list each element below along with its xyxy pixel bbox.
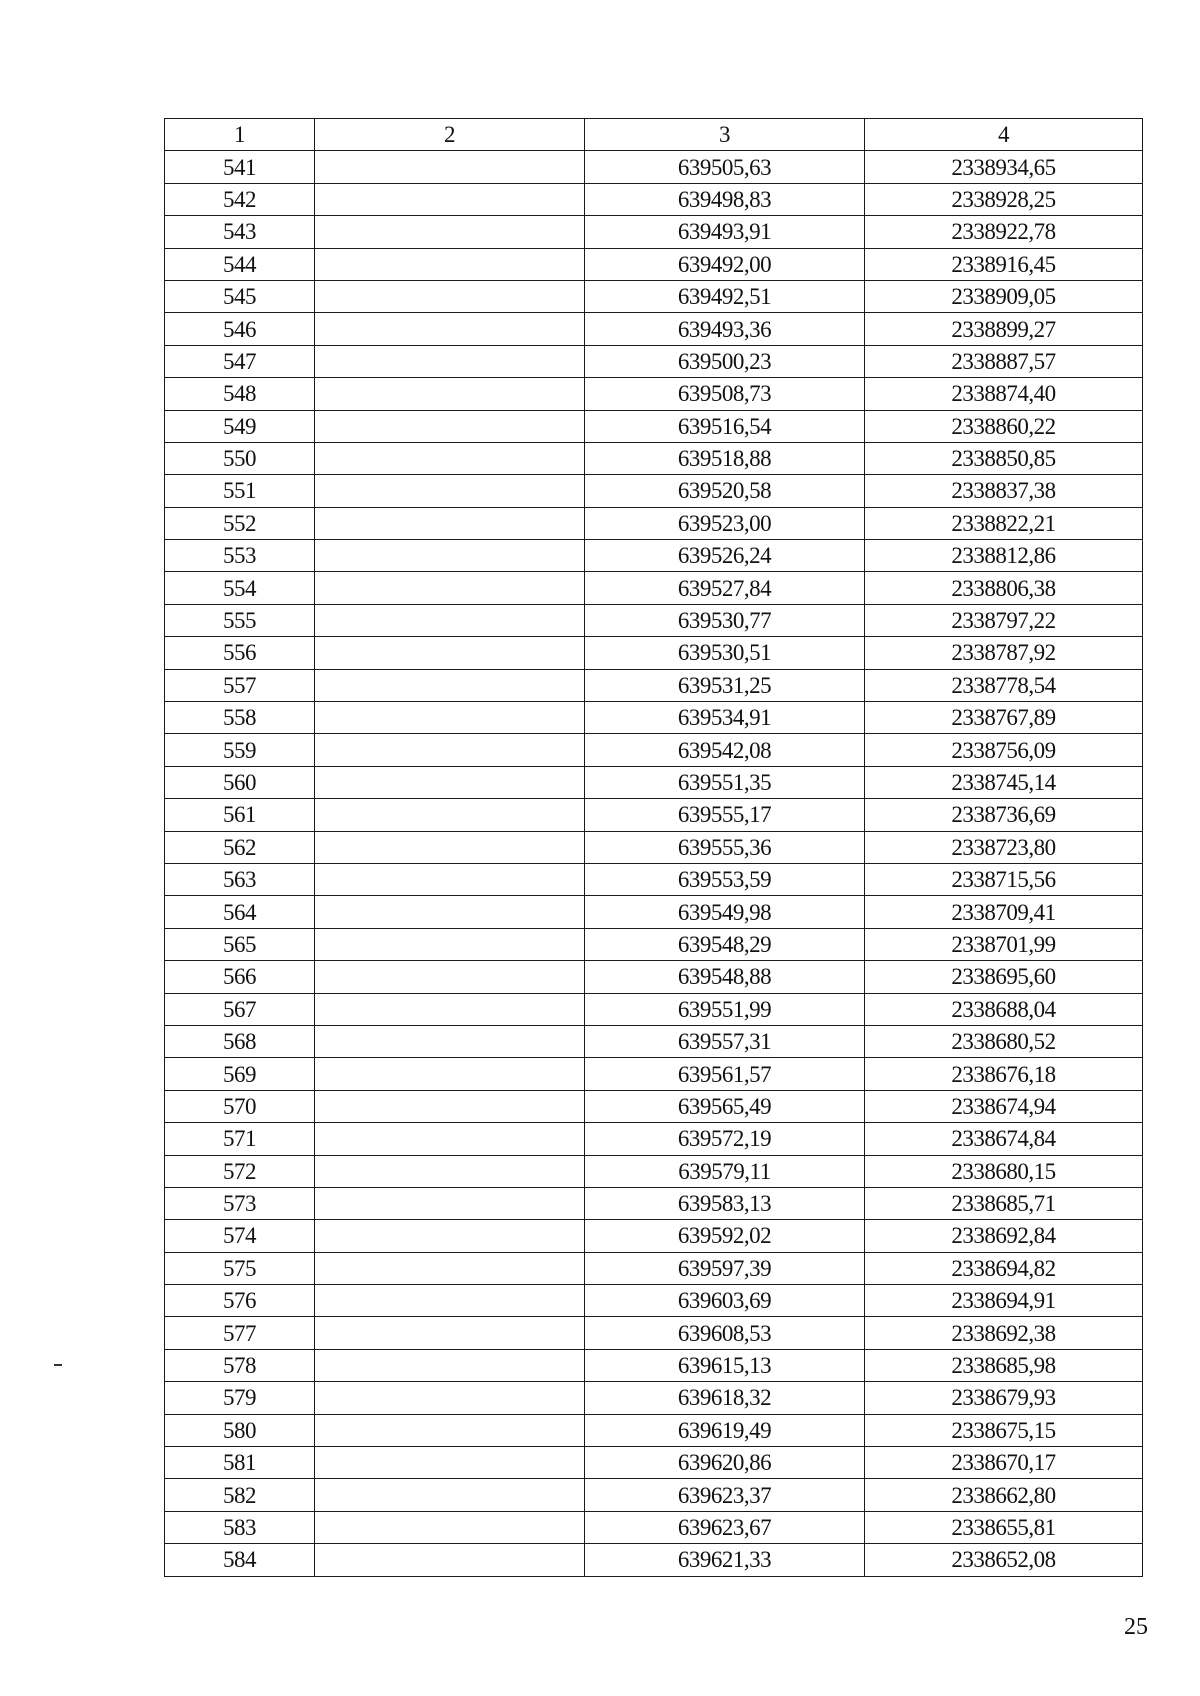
empty-cell xyxy=(315,1349,585,1381)
y-coordinate-cell: 2338694,91 xyxy=(865,1285,1143,1317)
empty-cell xyxy=(315,1252,585,1284)
x-coordinate-cell: 639493,91 xyxy=(585,216,865,248)
x-coordinate-cell: 639548,29 xyxy=(585,928,865,960)
point-number-cell: 574 xyxy=(165,1220,315,1252)
x-coordinate-cell: 639619,49 xyxy=(585,1414,865,1446)
table-row xyxy=(165,507,1143,539)
empty-cell xyxy=(315,1187,585,1219)
table-row xyxy=(165,475,1143,507)
empty-cell xyxy=(315,863,585,895)
empty-cell xyxy=(315,1382,585,1414)
x-coordinate-cell: 639520,58 xyxy=(585,475,865,507)
empty-cell xyxy=(315,831,585,863)
y-coordinate-cell: 2338850,85 xyxy=(865,442,1143,474)
empty-cell xyxy=(315,345,585,377)
y-coordinate-cell: 2338695,60 xyxy=(865,961,1143,993)
point-number-cell: 563 xyxy=(165,863,315,895)
table-row xyxy=(165,1382,1143,1414)
table-row xyxy=(165,1414,1143,1446)
y-coordinate-cell: 2338822,21 xyxy=(865,507,1143,539)
empty-cell xyxy=(315,378,585,410)
empty-cell xyxy=(315,702,585,734)
y-coordinate-cell: 2338685,98 xyxy=(865,1349,1143,1381)
point-number-cell: 552 xyxy=(165,507,315,539)
empty-cell xyxy=(315,734,585,766)
empty-cell xyxy=(315,442,585,474)
table-row xyxy=(165,410,1143,442)
y-coordinate-cell: 2338756,09 xyxy=(865,734,1143,766)
table-row xyxy=(165,1285,1143,1317)
point-number-cell: 561 xyxy=(165,799,315,831)
point-number-cell: 572 xyxy=(165,1155,315,1187)
x-coordinate-cell: 639498,83 xyxy=(585,183,865,215)
y-coordinate-cell: 2338874,40 xyxy=(865,378,1143,410)
y-coordinate-cell: 2338899,27 xyxy=(865,313,1143,345)
x-coordinate-cell: 639516,54 xyxy=(585,410,865,442)
table-row xyxy=(165,766,1143,798)
point-number-cell: 565 xyxy=(165,928,315,960)
page-number: 25 xyxy=(1124,1614,1148,1640)
table-row xyxy=(165,1544,1143,1576)
point-number-cell: 544 xyxy=(165,248,315,280)
y-coordinate-cell: 2338709,41 xyxy=(865,896,1143,928)
empty-cell xyxy=(315,248,585,280)
table-row xyxy=(165,248,1143,280)
y-coordinate-cell: 2338680,52 xyxy=(865,1025,1143,1057)
x-coordinate-cell: 639551,99 xyxy=(585,993,865,1025)
empty-cell xyxy=(315,993,585,1025)
point-number-cell: 569 xyxy=(165,1058,315,1090)
x-coordinate-cell: 639492,00 xyxy=(585,248,865,280)
point-number-cell: 549 xyxy=(165,410,315,442)
x-coordinate-cell: 639530,77 xyxy=(585,604,865,636)
empty-cell xyxy=(315,1447,585,1479)
y-coordinate-cell: 2338701,99 xyxy=(865,928,1143,960)
x-coordinate-cell: 639623,67 xyxy=(585,1511,865,1543)
table-row xyxy=(165,1155,1143,1187)
x-coordinate-cell: 639553,59 xyxy=(585,863,865,895)
empty-cell xyxy=(315,507,585,539)
y-coordinate-cell: 2338806,38 xyxy=(865,572,1143,604)
margin-mark xyxy=(54,1364,62,1366)
x-coordinate-cell: 639531,25 xyxy=(585,669,865,701)
table-row xyxy=(165,961,1143,993)
empty-cell xyxy=(315,475,585,507)
x-coordinate-cell: 639508,73 xyxy=(585,378,865,410)
empty-cell xyxy=(315,1317,585,1349)
table-row xyxy=(165,540,1143,572)
y-coordinate-cell: 2338679,93 xyxy=(865,1382,1143,1414)
empty-cell xyxy=(315,1414,585,1446)
empty-cell xyxy=(315,1123,585,1155)
column-header-1: 1 xyxy=(165,119,315,151)
empty-cell xyxy=(315,1058,585,1090)
x-coordinate-cell: 639603,69 xyxy=(585,1285,865,1317)
point-number-cell: 542 xyxy=(165,183,315,215)
table-row xyxy=(165,1447,1143,1479)
point-number-cell: 577 xyxy=(165,1317,315,1349)
point-number-cell: 556 xyxy=(165,637,315,669)
point-number-cell: 541 xyxy=(165,151,315,183)
table-row xyxy=(165,1511,1143,1543)
table-row xyxy=(165,928,1143,960)
y-coordinate-cell: 2338887,57 xyxy=(865,345,1143,377)
point-number-cell: 568 xyxy=(165,1025,315,1057)
y-coordinate-cell: 2338916,45 xyxy=(865,248,1143,280)
point-number-cell: 558 xyxy=(165,702,315,734)
point-number-cell: 551 xyxy=(165,475,315,507)
x-coordinate-cell: 639565,49 xyxy=(585,1090,865,1122)
point-number-cell: 583 xyxy=(165,1511,315,1543)
empty-cell xyxy=(315,572,585,604)
empty-cell xyxy=(315,961,585,993)
coordinates-table xyxy=(164,118,1143,1577)
empty-cell xyxy=(315,313,585,345)
y-coordinate-cell: 2338715,56 xyxy=(865,863,1143,895)
column-header-4: 4 xyxy=(865,119,1143,151)
y-coordinate-cell: 2338674,94 xyxy=(865,1090,1143,1122)
x-coordinate-cell: 639583,13 xyxy=(585,1187,865,1219)
y-coordinate-cell: 2338674,84 xyxy=(865,1123,1143,1155)
table-row xyxy=(165,151,1143,183)
point-number-cell: 570 xyxy=(165,1090,315,1122)
empty-cell xyxy=(315,766,585,798)
table-row xyxy=(165,572,1143,604)
x-coordinate-cell: 639548,88 xyxy=(585,961,865,993)
x-coordinate-cell: 639523,00 xyxy=(585,507,865,539)
empty-cell xyxy=(315,1479,585,1511)
x-coordinate-cell: 639597,39 xyxy=(585,1252,865,1284)
table-row xyxy=(165,1252,1143,1284)
y-coordinate-cell: 2338692,84 xyxy=(865,1220,1143,1252)
empty-cell xyxy=(315,410,585,442)
point-number-cell: 550 xyxy=(165,442,315,474)
x-coordinate-cell: 639518,88 xyxy=(585,442,865,474)
table-row xyxy=(165,896,1143,928)
y-coordinate-cell: 2338736,69 xyxy=(865,799,1143,831)
point-number-cell: 545 xyxy=(165,280,315,312)
table-row xyxy=(165,669,1143,701)
x-coordinate-cell: 639623,37 xyxy=(585,1479,865,1511)
table-row xyxy=(165,799,1143,831)
empty-cell xyxy=(315,604,585,636)
empty-cell xyxy=(315,151,585,183)
point-number-cell: 546 xyxy=(165,313,315,345)
table-row xyxy=(165,863,1143,895)
empty-cell xyxy=(315,928,585,960)
empty-cell xyxy=(315,799,585,831)
y-coordinate-cell: 2338692,38 xyxy=(865,1317,1143,1349)
table-body xyxy=(165,151,1143,1576)
point-number-cell: 566 xyxy=(165,961,315,993)
y-coordinate-cell: 2338662,80 xyxy=(865,1479,1143,1511)
x-coordinate-cell: 639526,24 xyxy=(585,540,865,572)
point-number-cell: 582 xyxy=(165,1479,315,1511)
table-row xyxy=(165,831,1143,863)
point-number-cell: 578 xyxy=(165,1349,315,1381)
x-coordinate-cell: 639615,13 xyxy=(585,1349,865,1381)
table-row xyxy=(165,1317,1143,1349)
table-row xyxy=(165,183,1143,215)
x-coordinate-cell: 639505,63 xyxy=(585,151,865,183)
point-number-cell: 543 xyxy=(165,216,315,248)
x-coordinate-cell: 639500,23 xyxy=(585,345,865,377)
point-number-cell: 573 xyxy=(165,1187,315,1219)
y-coordinate-cell: 2338670,17 xyxy=(865,1447,1143,1479)
empty-cell xyxy=(315,1544,585,1576)
point-number-cell: 559 xyxy=(165,734,315,766)
point-number-cell: 580 xyxy=(165,1414,315,1446)
table-row xyxy=(165,1479,1143,1511)
point-number-cell: 584 xyxy=(165,1544,315,1576)
point-number-cell: 567 xyxy=(165,993,315,1025)
y-coordinate-cell: 2338909,05 xyxy=(865,280,1143,312)
table-row xyxy=(165,1058,1143,1090)
table-row xyxy=(165,1349,1143,1381)
x-coordinate-cell: 639561,57 xyxy=(585,1058,865,1090)
x-coordinate-cell: 639557,31 xyxy=(585,1025,865,1057)
empty-cell xyxy=(315,1025,585,1057)
table-row xyxy=(165,1187,1143,1219)
y-coordinate-cell: 2338675,15 xyxy=(865,1414,1143,1446)
table-row xyxy=(165,280,1143,312)
point-number-cell: 576 xyxy=(165,1285,315,1317)
y-coordinate-cell: 2338767,89 xyxy=(865,702,1143,734)
empty-cell xyxy=(315,637,585,669)
x-coordinate-cell: 639608,53 xyxy=(585,1317,865,1349)
point-number-cell: 562 xyxy=(165,831,315,863)
y-coordinate-cell: 2338860,22 xyxy=(865,410,1143,442)
point-number-cell: 571 xyxy=(165,1123,315,1155)
table-row xyxy=(165,1090,1143,1122)
table-row xyxy=(165,637,1143,669)
table-row xyxy=(165,734,1143,766)
x-coordinate-cell: 639542,08 xyxy=(585,734,865,766)
empty-cell xyxy=(315,540,585,572)
y-coordinate-cell: 2338723,80 xyxy=(865,831,1143,863)
y-coordinate-cell: 2338655,81 xyxy=(865,1511,1143,1543)
y-coordinate-cell: 2338688,04 xyxy=(865,993,1143,1025)
empty-cell xyxy=(315,896,585,928)
empty-cell xyxy=(315,669,585,701)
table-row xyxy=(165,216,1143,248)
table-header-row xyxy=(165,119,1143,151)
y-coordinate-cell: 2338812,86 xyxy=(865,540,1143,572)
x-coordinate-cell: 639618,32 xyxy=(585,1382,865,1414)
point-number-cell: 548 xyxy=(165,378,315,410)
table-row xyxy=(165,702,1143,734)
y-coordinate-cell: 2338685,71 xyxy=(865,1187,1143,1219)
point-number-cell: 554 xyxy=(165,572,315,604)
point-number-cell: 560 xyxy=(165,766,315,798)
empty-cell xyxy=(315,183,585,215)
table-row xyxy=(165,345,1143,377)
y-coordinate-cell: 2338922,78 xyxy=(865,216,1143,248)
column-header-3: 3 xyxy=(585,119,865,151)
x-coordinate-cell: 639534,91 xyxy=(585,702,865,734)
y-coordinate-cell: 2338934,65 xyxy=(865,151,1143,183)
y-coordinate-cell: 2338778,54 xyxy=(865,669,1143,701)
empty-cell xyxy=(315,1220,585,1252)
empty-cell xyxy=(315,1090,585,1122)
x-coordinate-cell: 639620,86 xyxy=(585,1447,865,1479)
x-coordinate-cell: 639579,11 xyxy=(585,1155,865,1187)
empty-cell xyxy=(315,1155,585,1187)
x-coordinate-cell: 639551,35 xyxy=(585,766,865,798)
table-row xyxy=(165,442,1143,474)
y-coordinate-cell: 2338797,22 xyxy=(865,604,1143,636)
x-coordinate-cell: 639527,84 xyxy=(585,572,865,604)
empty-cell xyxy=(315,216,585,248)
x-coordinate-cell: 639530,51 xyxy=(585,637,865,669)
empty-cell xyxy=(315,1285,585,1317)
table-row xyxy=(165,993,1143,1025)
x-coordinate-cell: 639493,36 xyxy=(585,313,865,345)
x-coordinate-cell: 639549,98 xyxy=(585,896,865,928)
x-coordinate-cell: 639555,17 xyxy=(585,799,865,831)
point-number-cell: 557 xyxy=(165,669,315,701)
x-coordinate-cell: 639572,19 xyxy=(585,1123,865,1155)
point-number-cell: 547 xyxy=(165,345,315,377)
y-coordinate-cell: 2338680,15 xyxy=(865,1155,1143,1187)
column-header-2: 2 xyxy=(315,119,585,151)
x-coordinate-cell: 639492,51 xyxy=(585,280,865,312)
empty-cell xyxy=(315,280,585,312)
x-coordinate-cell: 639555,36 xyxy=(585,831,865,863)
table-row xyxy=(165,1123,1143,1155)
empty-cell xyxy=(315,1511,585,1543)
y-coordinate-cell: 2338694,82 xyxy=(865,1252,1143,1284)
y-coordinate-cell: 2338652,08 xyxy=(865,1544,1143,1576)
table-row xyxy=(165,378,1143,410)
y-coordinate-cell: 2338745,14 xyxy=(865,766,1143,798)
y-coordinate-cell: 2338787,92 xyxy=(865,637,1143,669)
y-coordinate-cell: 2338928,25 xyxy=(865,183,1143,215)
x-coordinate-cell: 639621,33 xyxy=(585,1544,865,1576)
point-number-cell: 564 xyxy=(165,896,315,928)
x-coordinate-cell: 639592,02 xyxy=(585,1220,865,1252)
point-number-cell: 575 xyxy=(165,1252,315,1284)
point-number-cell: 579 xyxy=(165,1382,315,1414)
table-row xyxy=(165,1025,1143,1057)
point-number-cell: 555 xyxy=(165,604,315,636)
point-number-cell: 553 xyxy=(165,540,315,572)
table-row xyxy=(165,313,1143,345)
point-number-cell: 581 xyxy=(165,1447,315,1479)
y-coordinate-cell: 2338676,18 xyxy=(865,1058,1143,1090)
table-row xyxy=(165,1220,1143,1252)
table-row xyxy=(165,604,1143,636)
y-coordinate-cell: 2338837,38 xyxy=(865,475,1143,507)
